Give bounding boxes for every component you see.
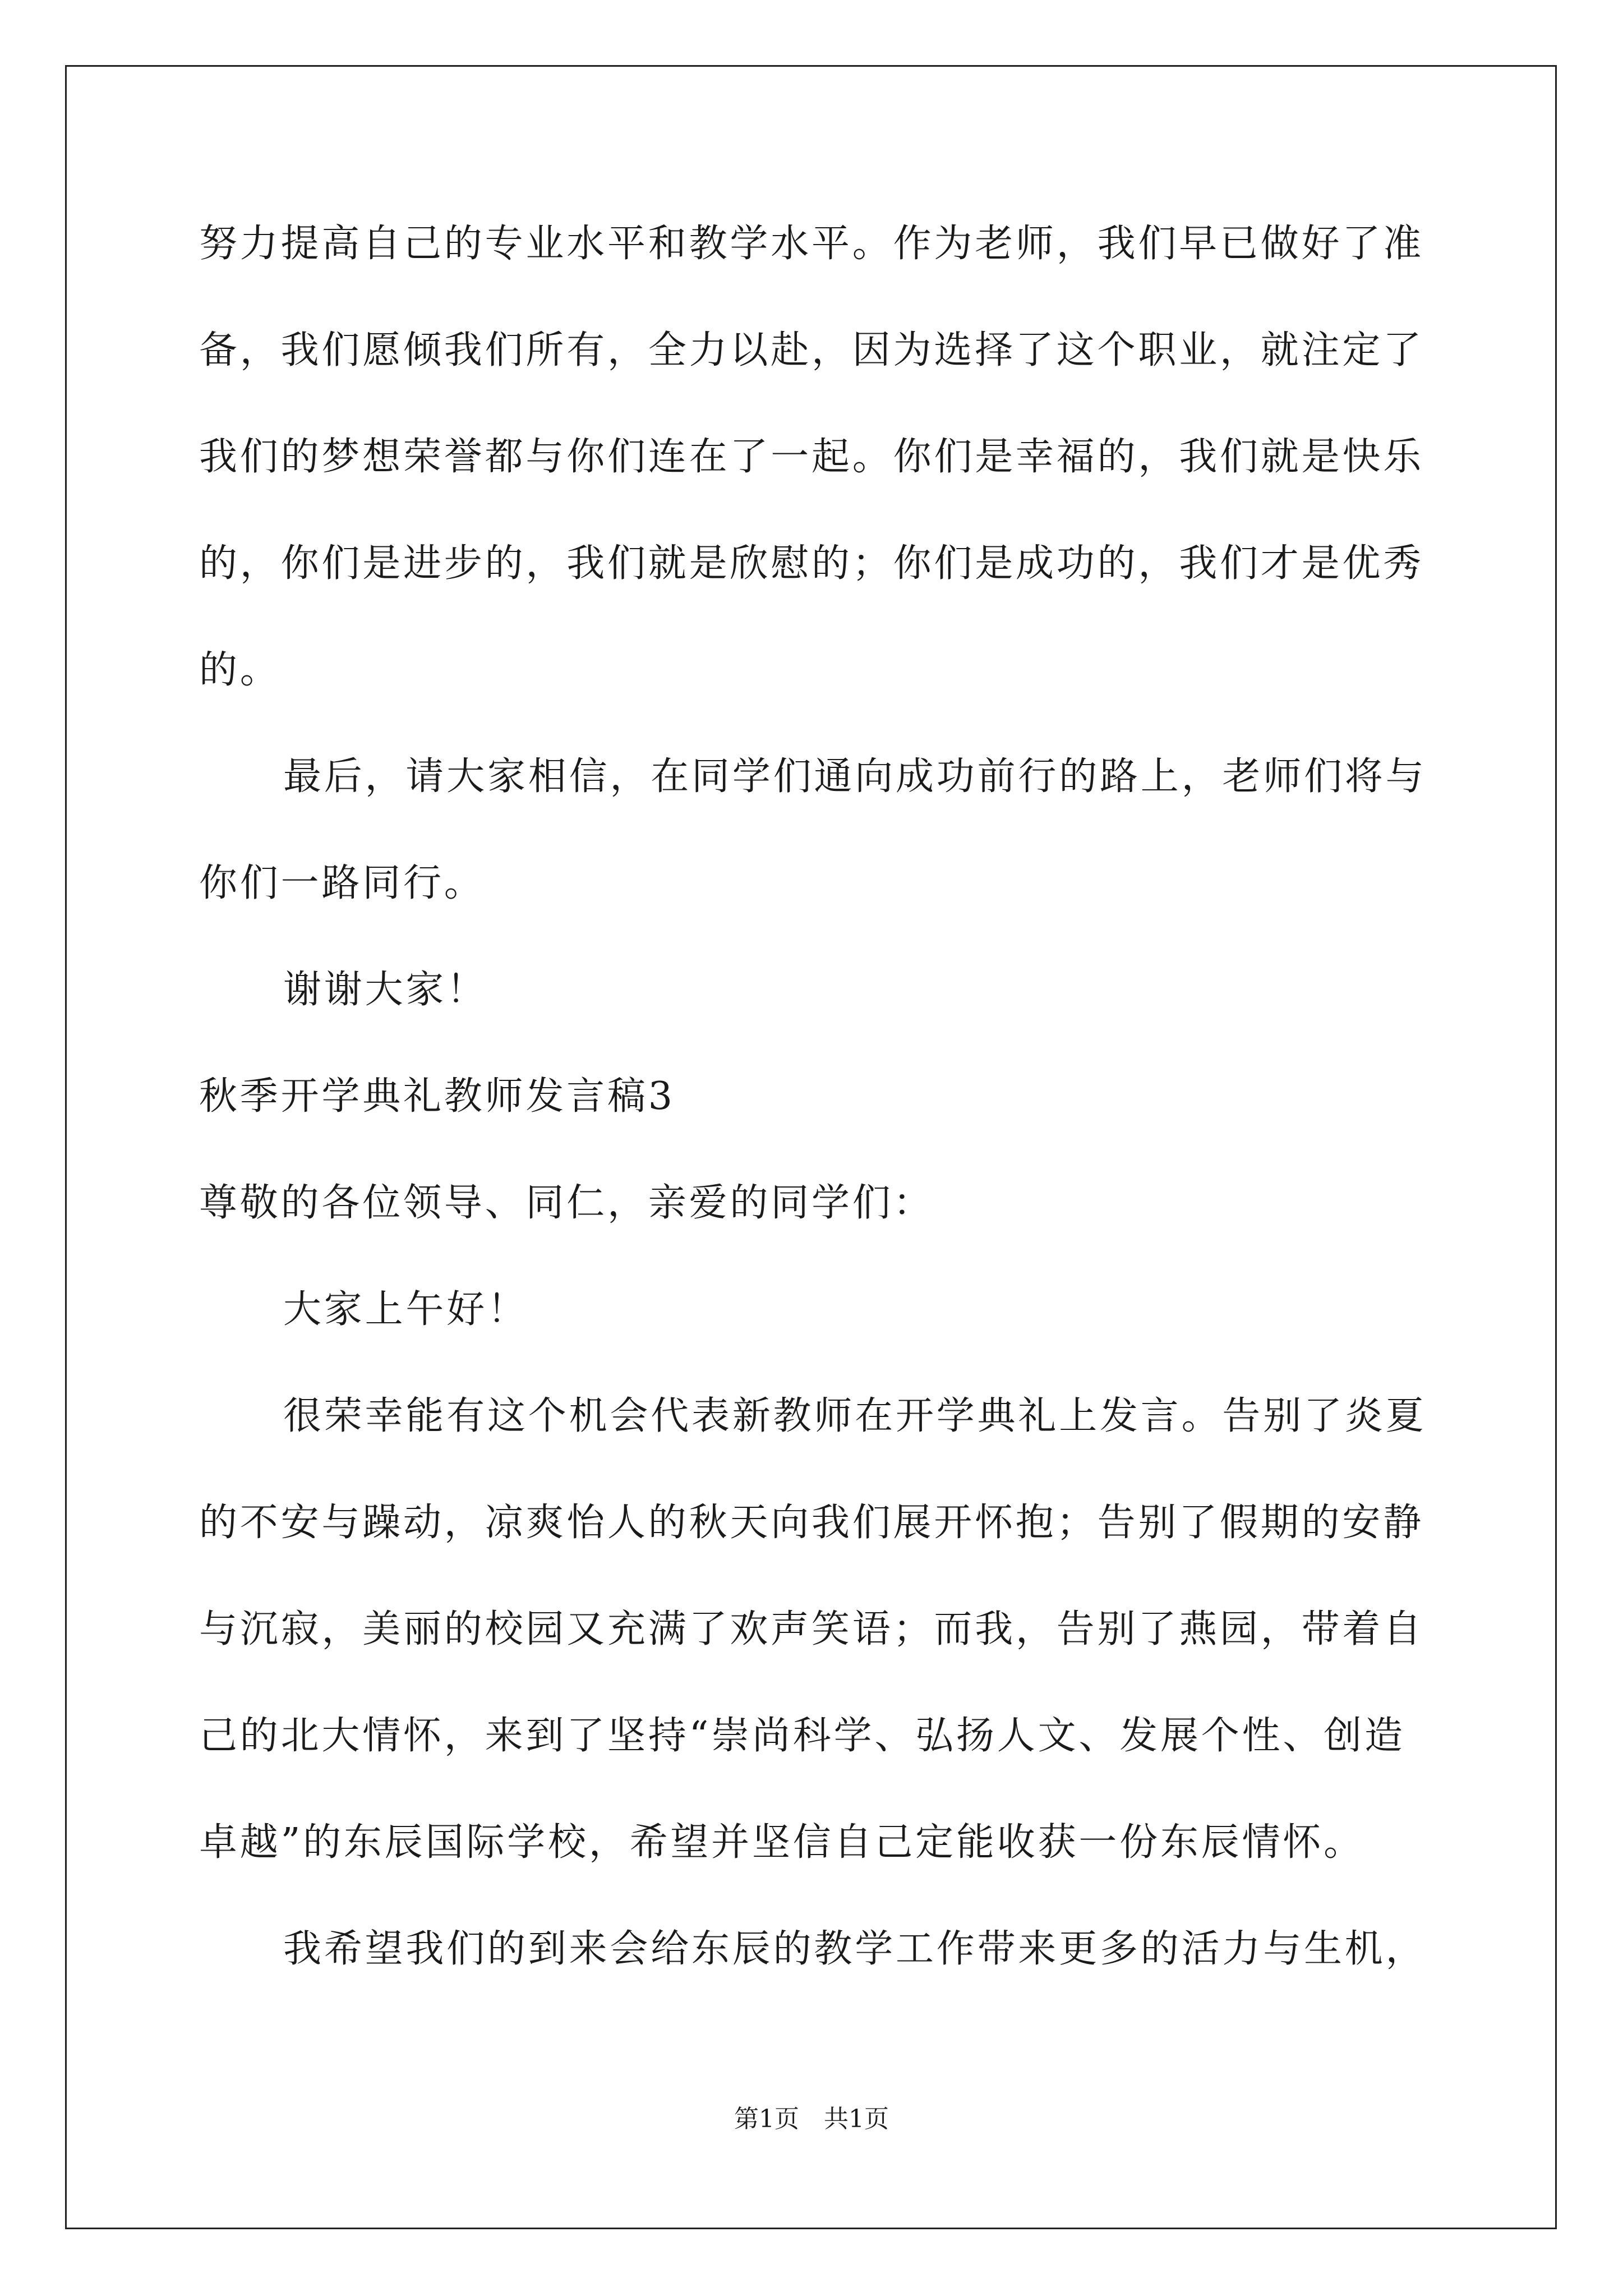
text-line: 大家上午好！ xyxy=(283,1287,528,1332)
page-border xyxy=(65,65,1557,2229)
text-line: 努力提高自己的专业水平和教学水平。作为老师，我们早已做好了准 xyxy=(199,222,1424,266)
text-line: 的不安与躁动，凉爽怡人的秋天向我们展开怀抱；告别了假期的安静 xyxy=(199,1501,1424,1545)
text-line: 我们的梦想荣誉都与你们连在了一起。你们是幸福的，我们就是快乐 xyxy=(199,435,1424,479)
salutation: 尊敬的各位领导、同仁，亲爱的同学们： xyxy=(199,1181,934,1225)
text-line: 备，我们愿倾我们所有，全力以赴，因为选择了这个职业，就注定了 xyxy=(199,328,1424,372)
text-line: 卓越”的东辰国际学校，希望并坚信自己定能收获一份东辰情怀。 xyxy=(199,1820,1364,1865)
text-line: 谢谢大家！ xyxy=(283,968,488,1012)
text-line: 很荣幸能有这个机会代表新教师在开学典礼上发言。告别了炎夏 xyxy=(283,1394,1427,1438)
page-footer: 第1页 共1页 xyxy=(734,2105,889,2133)
text-line: 你们一路同行。 xyxy=(199,861,485,905)
text-line: 的，你们是进步的，我们就是欣慰的；你们是成功的，我们才是优秀 xyxy=(199,541,1424,586)
text-line: 己的北大情怀，来到了坚持“崇尚科学、弘扬人文、发展个性、创造 xyxy=(199,1714,1405,1758)
text-line: 的。 xyxy=(199,648,281,692)
text-line: 我希望我们的到来会给东辰的教学工作带来更多的活力与生机， xyxy=(283,1927,1427,1971)
text-line: 最后，请大家相信，在同学们通向成功前行的路上，老师们将与 xyxy=(283,754,1427,799)
section-heading: 秋季开学典礼教师发言稿3 xyxy=(199,1074,675,1119)
text-line: 与沉寂，美丽的校园又充满了欢声笑语；而我，告别了燕园，带着自 xyxy=(199,1607,1424,1651)
